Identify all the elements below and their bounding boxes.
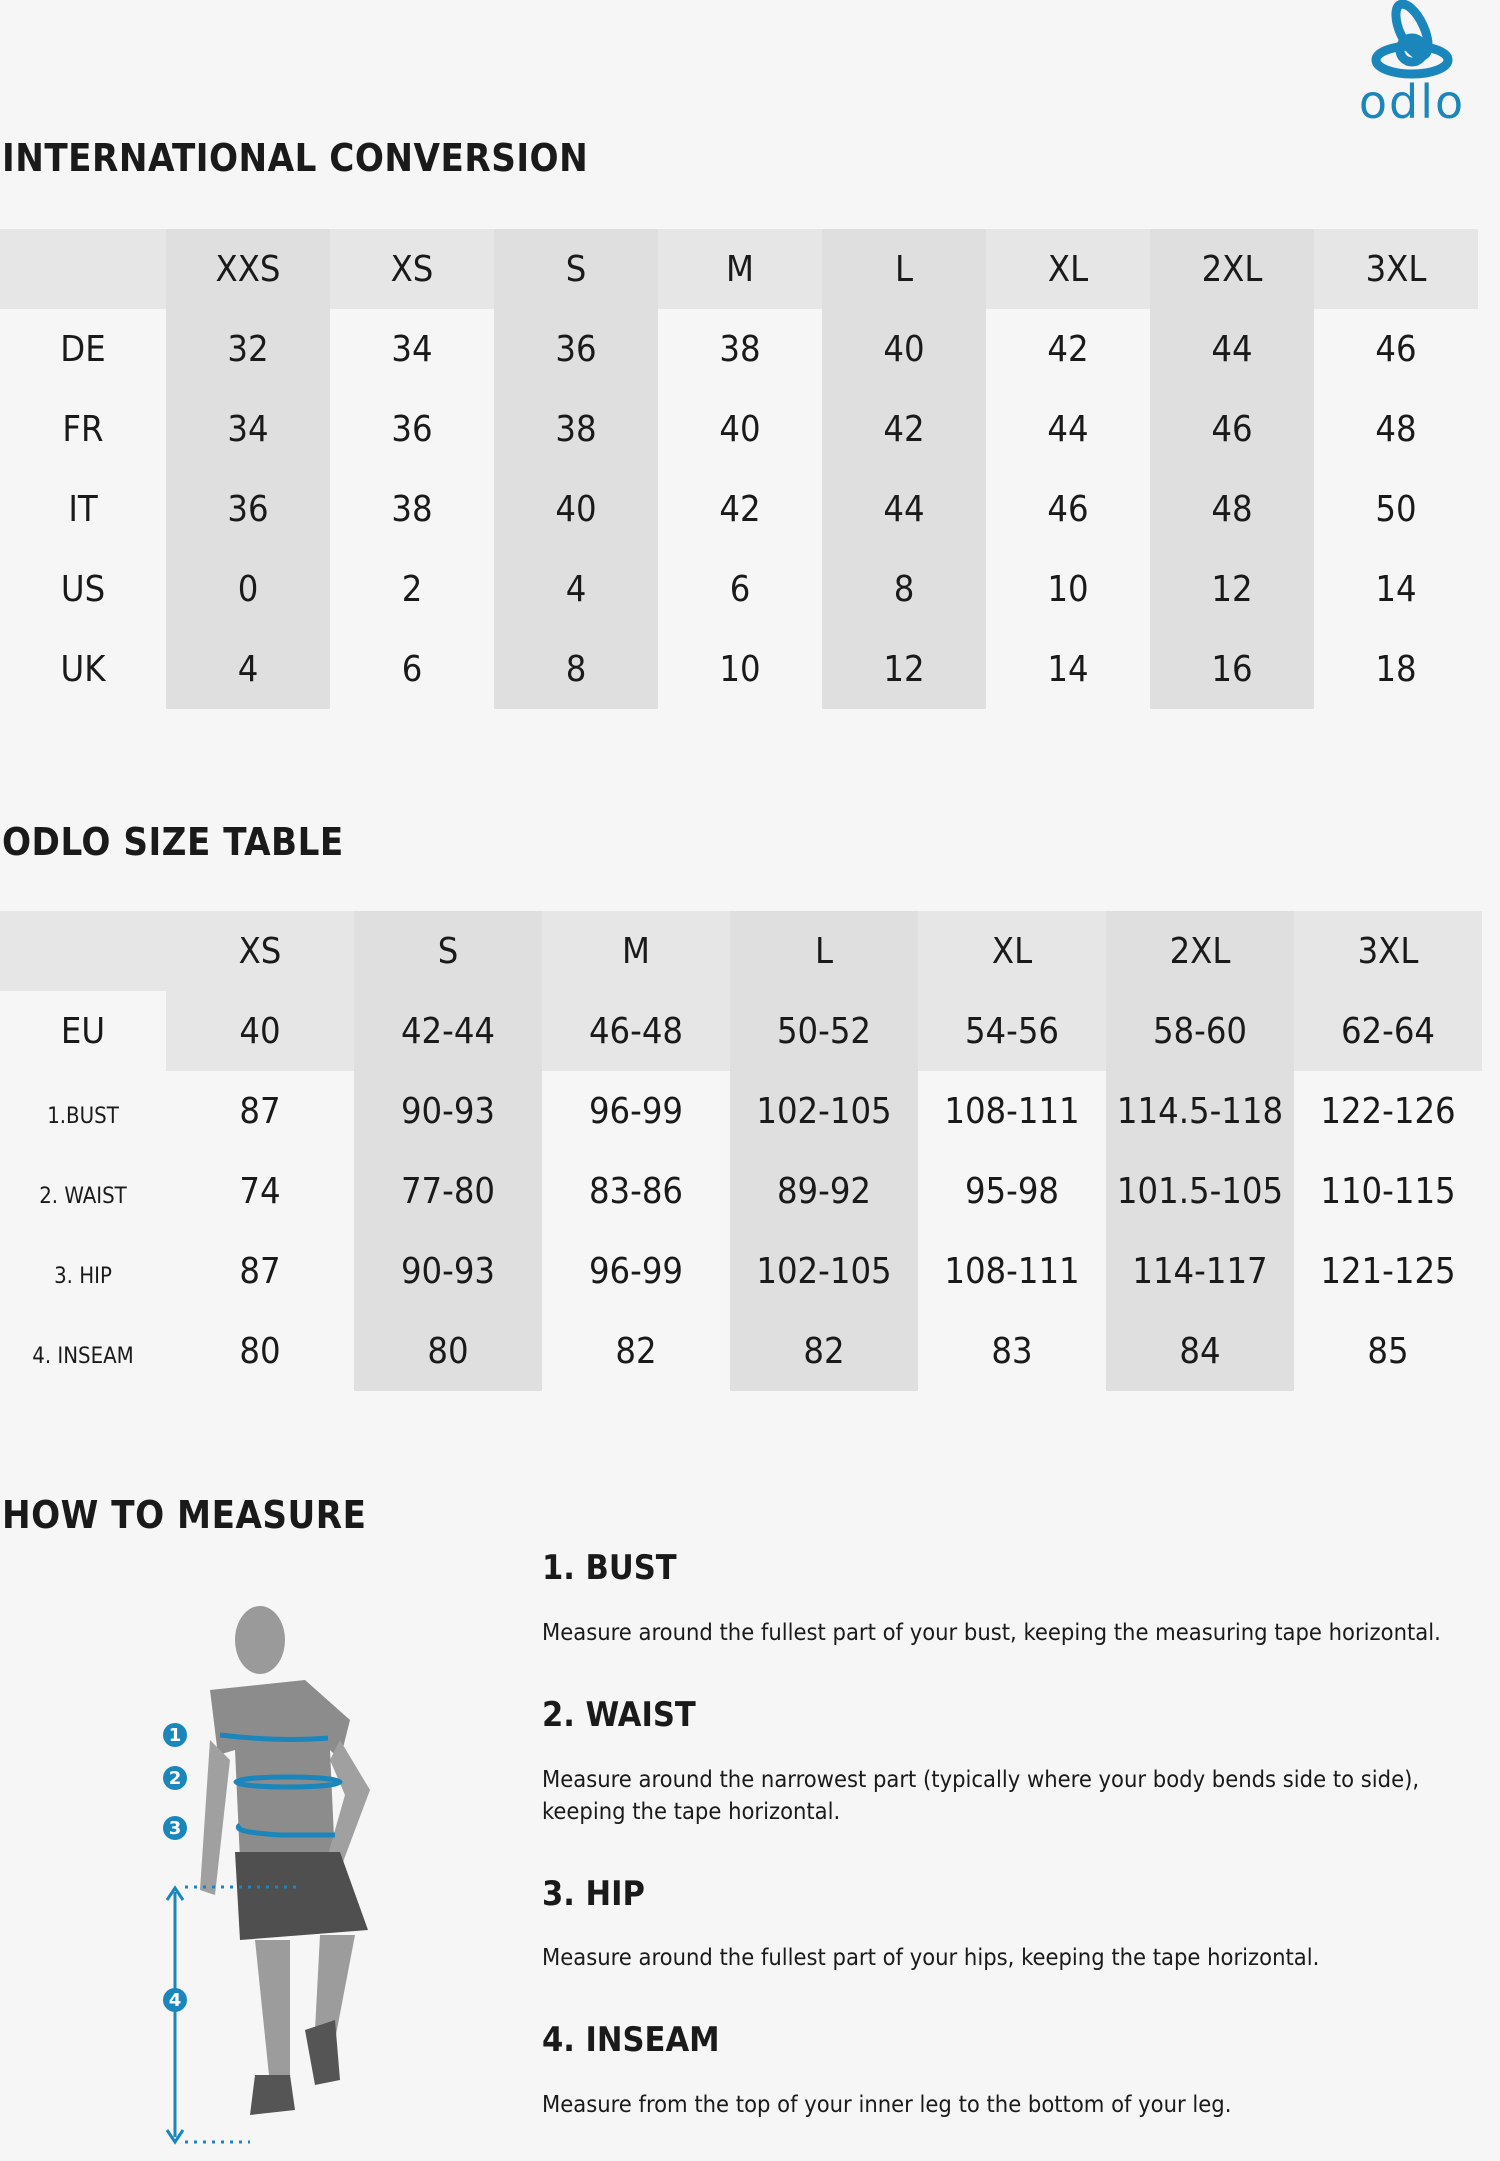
size-header: S bbox=[354, 911, 542, 991]
table-cell: 114.5-118 bbox=[1106, 1071, 1294, 1151]
eu-cell: 42-44 bbox=[354, 991, 542, 1071]
table-cell: 108-111 bbox=[944, 1250, 1080, 1292]
table-cell: 4 bbox=[166, 629, 330, 709]
size-table-title: ODLO SIZE TABLE bbox=[2, 820, 344, 864]
table-cell: 14 bbox=[1375, 568, 1417, 610]
size-table bbox=[0, 911, 1482, 1391]
table-cell: 90-93 bbox=[354, 1071, 542, 1151]
table-cell: 36 bbox=[391, 408, 433, 450]
table-cell: 44 bbox=[1150, 309, 1314, 389]
table-cell: 38 bbox=[391, 488, 433, 530]
row-label: IT bbox=[68, 488, 98, 530]
table-cell: 87 bbox=[239, 1250, 281, 1292]
eu-label: EU bbox=[60, 1010, 106, 1052]
table-cell: 40 bbox=[719, 408, 761, 450]
row-label: 3. HIP bbox=[54, 1263, 112, 1289]
table-cell: 0 bbox=[166, 549, 330, 629]
table-cell: 74 bbox=[239, 1170, 281, 1212]
table-cell: 80 bbox=[354, 1311, 542, 1391]
svg-text:2: 2 bbox=[168, 1768, 182, 1789]
bust-heading: 1. BUST bbox=[542, 1548, 677, 1588]
eu-cell: 62-64 bbox=[1294, 991, 1482, 1071]
table-cell: 48 bbox=[1375, 408, 1417, 450]
table-cell: 2 bbox=[401, 568, 423, 610]
table-cell: 8 bbox=[494, 629, 658, 709]
conversion-table bbox=[0, 229, 1478, 709]
size-header: M bbox=[542, 911, 730, 991]
table-cell: 46 bbox=[1047, 488, 1089, 530]
size-header: 3XL bbox=[1314, 229, 1478, 309]
table-cell: 8 bbox=[822, 549, 986, 629]
table-cell: 36 bbox=[166, 469, 330, 549]
measure-title: HOW TO MEASURE bbox=[2, 1493, 367, 1537]
table-cell: 42 bbox=[1047, 328, 1089, 370]
table-cell: 16 bbox=[1150, 629, 1314, 709]
table-cell: 84 bbox=[1106, 1311, 1294, 1391]
table-cell: 44 bbox=[822, 469, 986, 549]
table-cell: 46 bbox=[1375, 328, 1417, 370]
hip-text: Measure around the fullest part of your hips, keeping the tape horizontal. bbox=[542, 1943, 1320, 1971]
odlo-logo bbox=[1340, 0, 1485, 125]
person-illustration bbox=[200, 1606, 370, 2115]
inseam-text: Measure from the top of your inner leg to the bottom of your leg. bbox=[542, 2090, 1232, 2118]
hip-heading: 3. HIP bbox=[542, 1874, 645, 1914]
table-cell: 108-111 bbox=[944, 1090, 1080, 1132]
table-cell: 40 bbox=[494, 469, 658, 549]
table-cell: 12 bbox=[822, 629, 986, 709]
row-label: FR bbox=[62, 408, 104, 450]
table-cell: 85 bbox=[1367, 1330, 1409, 1372]
table-cell: 83 bbox=[991, 1330, 1033, 1372]
table-cell: 101.5-105 bbox=[1106, 1151, 1294, 1231]
svg-text:4: 4 bbox=[168, 1990, 182, 2011]
table-cell: 36 bbox=[494, 309, 658, 389]
eu-cell: 46-48 bbox=[542, 991, 730, 1071]
table-cell: 44 bbox=[1047, 408, 1089, 450]
size-header: M bbox=[658, 229, 822, 309]
row-label: DE bbox=[60, 328, 106, 370]
conversion-title: INTERNATIONAL CONVERSION bbox=[2, 136, 589, 180]
measure-figure bbox=[140, 1590, 400, 2157]
svg-text:1: 1 bbox=[168, 1725, 182, 1746]
size-header: 2XL bbox=[1150, 229, 1314, 309]
table-cell: 32 bbox=[166, 309, 330, 389]
table-cell: 121-125 bbox=[1320, 1250, 1456, 1292]
row-label: 1.BUST bbox=[47, 1103, 119, 1129]
table-cell: 38 bbox=[719, 328, 761, 370]
waist-heading: 2. WAIST bbox=[542, 1695, 696, 1735]
table-cell: 10 bbox=[1047, 568, 1089, 610]
size-header: L bbox=[822, 229, 986, 309]
size-header: XL bbox=[986, 229, 1150, 309]
header-corner-cell bbox=[0, 911, 166, 991]
table-cell: 4 bbox=[494, 549, 658, 629]
table-cell: 42 bbox=[822, 389, 986, 469]
table-cell: 87 bbox=[239, 1090, 281, 1132]
table-cell: 46 bbox=[1150, 389, 1314, 469]
table-cell: 40 bbox=[822, 309, 986, 389]
table-cell: 77-80 bbox=[354, 1151, 542, 1231]
table-cell: 18 bbox=[1375, 648, 1417, 690]
size-header: XS bbox=[166, 911, 354, 991]
table-cell: 83-86 bbox=[588, 1170, 684, 1212]
size-header: XXS bbox=[166, 229, 330, 309]
size-header: 3XL bbox=[1294, 911, 1482, 991]
svg-text:3: 3 bbox=[168, 1818, 182, 1839]
waist-text: Measure around the narrowest part (typically where your body bends side to side), keeping the tape horizontal. bbox=[542, 1765, 1420, 1825]
size-header: L bbox=[730, 911, 918, 991]
row-label: 4. INSEAM bbox=[32, 1343, 134, 1369]
table-cell: 48 bbox=[1150, 469, 1314, 549]
table-cell: 34 bbox=[166, 389, 330, 469]
table-cell: 122-126 bbox=[1320, 1090, 1456, 1132]
eu-cell: 58-60 bbox=[1106, 991, 1294, 1071]
table-cell: 12 bbox=[1150, 549, 1314, 629]
row-label: US bbox=[60, 568, 106, 610]
table-cell: 38 bbox=[494, 389, 658, 469]
table-cell: 82 bbox=[615, 1330, 657, 1372]
table-cell: 34 bbox=[391, 328, 433, 370]
table-cell: 95-98 bbox=[964, 1170, 1060, 1212]
table-cell: 50 bbox=[1375, 488, 1417, 530]
table-cell: 82 bbox=[730, 1311, 918, 1391]
table-cell: 10 bbox=[719, 648, 761, 690]
table-cell: 90-93 bbox=[354, 1231, 542, 1311]
table-cell: 102-105 bbox=[730, 1231, 918, 1311]
inseam-heading: 4. INSEAM bbox=[542, 2020, 720, 2060]
svg-text:odlo: odlo bbox=[1358, 75, 1466, 125]
row-label: UK bbox=[60, 648, 106, 690]
table-cell: 102-105 bbox=[730, 1071, 918, 1151]
table-cell: 96-99 bbox=[588, 1250, 684, 1292]
size-header: S bbox=[494, 229, 658, 309]
table-cell: 89-92 bbox=[730, 1151, 918, 1231]
eu-cell: 40 bbox=[166, 991, 354, 1071]
table-cell: 80 bbox=[239, 1330, 281, 1372]
size-header: XS bbox=[330, 229, 494, 309]
table-cell: 114-117 bbox=[1106, 1231, 1294, 1311]
odlo-logo-icon bbox=[1340, 0, 1485, 125]
table-cell: 6 bbox=[729, 568, 751, 610]
size-header: XL bbox=[918, 911, 1106, 991]
table-cell: 96-99 bbox=[588, 1090, 684, 1132]
bust-text: Measure around the fullest part of your bust, keeping the measuring tape horizontal. bbox=[542, 1618, 1441, 1646]
table-cell: 42 bbox=[719, 488, 761, 530]
eu-cell: 50-52 bbox=[730, 991, 918, 1071]
table-cell: 6 bbox=[401, 648, 423, 690]
table-cell: 14 bbox=[1047, 648, 1089, 690]
size-header: 2XL bbox=[1106, 911, 1294, 991]
row-label: 2. WAIST bbox=[39, 1183, 127, 1209]
eu-cell: 54-56 bbox=[918, 991, 1106, 1071]
header-corner-cell bbox=[0, 229, 166, 309]
table-cell: 110-115 bbox=[1320, 1170, 1456, 1212]
